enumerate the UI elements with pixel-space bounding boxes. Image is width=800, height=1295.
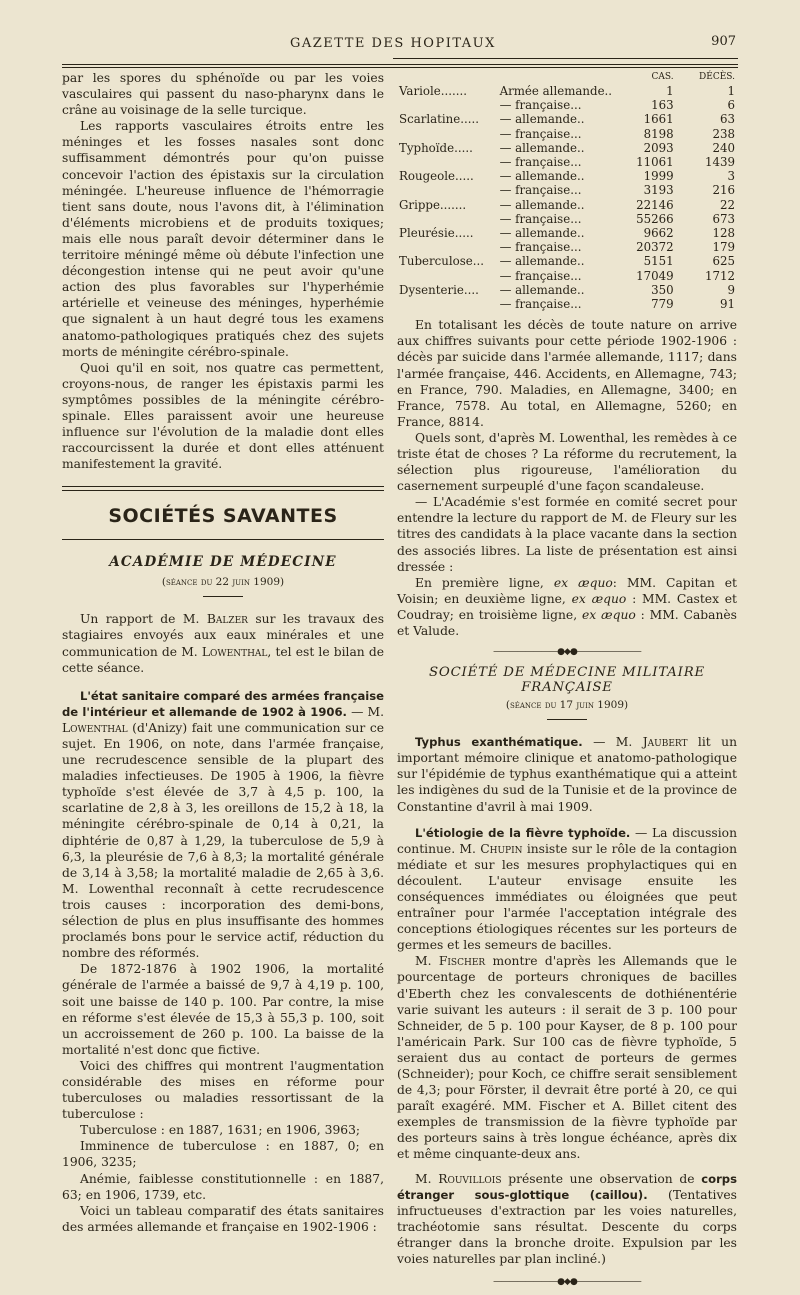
paragraph: Quels sont, d'après M. Lowenthal, les remèdes à ce triste état de choses ? La réforme du recrutement, la sélection plus rigoureuse, l'amélioration du casernement surpeuplé d'une façon scandaleuse. xyxy=(397,430,737,494)
cell-disease: Rougeole..... xyxy=(399,169,474,184)
seance-date: (séance du 22 juin 1909) xyxy=(161,576,285,589)
left-column xyxy=(62,70,384,1235)
paragraph-typhus: Typhus exanthématique. — M. Jaubert lit un important mémoire clinique et anatomo-pathologique sur l'épidémie de typhus exanthématique qui a atteint les indigènes du sud de la Tunisie et de la province de Constantine d'avril à mai 1909. xyxy=(397,735,737,814)
table-row xyxy=(397,226,737,240)
top-rule xyxy=(62,64,738,65)
cell-army: — allemande.. xyxy=(499,169,585,184)
sanitary-table xyxy=(397,70,737,311)
cell-deces: 1439 xyxy=(704,155,735,170)
cell-cas: 2093 xyxy=(643,140,674,155)
cell-disease xyxy=(397,127,498,141)
cell-cas: 3193 xyxy=(643,183,674,198)
table-row xyxy=(397,212,737,226)
cell-deces: 238 xyxy=(712,126,735,141)
cell-cas: 8198 xyxy=(643,126,674,141)
cell-disease: Dysenterie.... xyxy=(399,282,479,297)
header-rule xyxy=(393,58,738,59)
cell-disease: Tuberculose... xyxy=(399,254,485,269)
paragraph-fischer: M. Fischer montre d'après les Allemands que le pourcentage de porteurs chroniques de bacilles d'Eberth chez les convalescents de dothiénentérie varie suivant les auteurs : il serait de 3 p. 100 pour Schneider, de 5 p. 100 pour Kayser, de 8 p. 100 pour l'américain Park. Sur 100 cas de fièvre typhoïde, 5 seraient dus au contact de porteurs de germes (Schneider); pour Koch, ce chiffre serait sensiblement de 4,3; pour Förster, il devrait être porté à 20, ce qui paraît exagéré. MM. Fischer et A. Billet citent des exemples de transmission de la fièvre typhoïde par des porteurs sains à très longue échéance, après dix et même cinquante-deux ans. xyxy=(397,954,737,1162)
table-row xyxy=(397,297,737,311)
article-title: corps étranger sous-glottique (caillou). xyxy=(397,1171,737,1202)
ornament-rule: ————————●◆●———————— xyxy=(493,647,641,658)
cell-army: Armée allemande.. xyxy=(499,84,613,98)
cell-army: — française... xyxy=(499,240,582,255)
table-row xyxy=(397,127,737,141)
right-column xyxy=(397,70,737,1295)
paragraph: Imminence de tuberculose : en 1887, 0; en 1906, 3235; xyxy=(62,1139,384,1170)
cell-deces: 128 xyxy=(712,226,735,241)
cell-army: — française... xyxy=(499,98,582,113)
table-row xyxy=(397,269,737,283)
table-row xyxy=(397,183,737,197)
cell-army: — allemande.. xyxy=(499,226,585,241)
cell-disease: Scarlatine..... xyxy=(399,112,480,127)
cell-deces: 625 xyxy=(712,254,735,269)
cell-deces: 216 xyxy=(712,183,735,198)
table-row xyxy=(397,254,737,268)
table-row xyxy=(397,198,737,212)
cell-deces: 91 xyxy=(719,297,735,312)
cell-cas: 20372 xyxy=(636,240,674,255)
table-row xyxy=(397,155,737,169)
author-name: Chupin xyxy=(480,841,523,856)
cell-army: — française... xyxy=(499,211,582,226)
ornament-rule: ————————●◆●———————— xyxy=(493,1277,641,1288)
section-title: SOCIÉTÉS SAVANTES xyxy=(108,505,338,528)
paragraph: Tuberculose : en 1887, 1631; en 1906, 3963; xyxy=(80,1123,361,1138)
paragraph-etat: L'état sanitaire comparé des armées française de l'intérieur et allemande de 1902 à 1906. — M. Lowenthal (d'Anizy) fait une communication sur ce sujet. En 1906, on note, dans l'armée française, une recrudescence sensible de la plupart des maladies infectieuses. De 1905 à 1906, la fièvre typhoïde s'est élevée de 3,7 à 4,5 p. 100, la scarlatine de 2,8 à 3, les oreillons de 15,2 à 18, la méningite cérébro-spinale de 0,14 à 0,21, la diphtérie de 0,87 à 1,29, la tuberculose de 5,9 à 6,3, la pleurésie de 7,6 à 8,3; la mortalité générale de 3,14 à 3,58; la mortalité maladie de 2,65 à 3,6. M. Lowenthal reconnaît à cette recrudescence trois causes : incorporation des demi-bons, sélection de plus en plus insuffisante des hommes proclamés bons pour le service actif, réduction du nombre des réformés. xyxy=(62,688,384,961)
latin-term: ex æquo xyxy=(571,591,627,606)
cell-army: — française... xyxy=(499,183,582,198)
cell-disease xyxy=(397,98,498,112)
cell-cas: 9662 xyxy=(643,226,674,241)
author-name: Balzer xyxy=(206,612,248,627)
double-rule xyxy=(62,486,384,491)
latin-term: ex æquo xyxy=(553,575,613,590)
paragraph: Voici un tableau comparatif des états sanitaires des armées allemande et française en 1902-1906 : xyxy=(62,1203,384,1234)
cell-cas: 55266 xyxy=(636,211,674,226)
col-header-deces: DÉCÈS. xyxy=(699,72,735,82)
article-title: L'étiologie de la fièvre typhoïde. xyxy=(415,825,631,840)
paragraph-balzer: Un rapport de M. Balzer sur les travaux des stagiaires envoyés aux eaux minérales et une communication de M. Lowenthal, tel est le bilan de cette séance. xyxy=(62,612,385,675)
cell-disease xyxy=(397,240,498,254)
paragraph: — L'Académie s'est formée en comité secret pour entendre la lecture du rapport de M. de Fleury sur les titres des candidats à la place vacante dans la section des associés libres. La liste de présentation est ainsi dressée : xyxy=(397,495,737,574)
table-header-row xyxy=(397,70,737,84)
cell-deces: 1 xyxy=(727,84,735,98)
paragraph: Les rapports vasculaires étroits entre les méninges et les fosses nasales sont donc suffisamment démontrés pour qu'on puisse concevoir l'action des épistaxis sur la circulation méningée. L'heureuse influence de l'hémorragie tient sans doute, nous l'avons dit, à l'élimination d'éléments microbiens et de produits toxiques; mais elle nous paraît devoir déterminer dans le territoire méningé même où débute l'infection une décongestion intense qui ne peut avoir qu'une action des plus favorables sur l'hyperhémie artérielle et veineuse des méninges, hyperhémie que signalent à un haut degré tous les examens anatomo-pathologiques pratiqués chez des sujets morts de méningite cérébro-spinale. xyxy=(62,119,384,359)
cell-deces: 3 xyxy=(727,169,735,184)
cell-army: — allemande.. xyxy=(499,197,585,212)
cell-army: — française... xyxy=(499,126,582,141)
table-row xyxy=(397,112,737,126)
short-rule xyxy=(203,596,243,597)
section-rule xyxy=(62,539,384,540)
cell-deces: 63 xyxy=(719,112,735,127)
cell-cas: 5151 xyxy=(643,254,674,269)
cell-cas: 1999 xyxy=(643,169,674,184)
table-row xyxy=(397,141,737,155)
seance-date: (séance du 17 juin 1909) xyxy=(505,699,629,712)
paragraph: Anémie, faiblesse constitutionnelle : en 1887, 63; en 1906, 1739, etc. xyxy=(62,1171,384,1202)
cell-disease: Variole....... xyxy=(399,84,467,98)
table-row xyxy=(397,240,737,254)
cell-cas: 1661 xyxy=(643,112,674,127)
cell-deces: 240 xyxy=(712,140,735,155)
col-header-cas: CAS. xyxy=(651,72,674,82)
table-row xyxy=(397,169,737,183)
paragraph-presentation: En première ligne, ex æquo: MM. Capitan et Voisin; en deuxième ligne, ex æquo : MM. Castex et Coudray; en troisième ligne, ex æquo : MM. Cabanès et Valude. xyxy=(397,575,738,639)
cell-disease: Typhoïde..... xyxy=(399,140,473,155)
top-rule-2 xyxy=(62,67,738,68)
cell-army: — allemande.. xyxy=(499,140,585,155)
cell-cas: 779 xyxy=(651,297,674,312)
paragraph: Quoi qu'il en soit, nos quatre cas permettent, croyons-nous, de ranger les épistaxis parmi les symptômes possibles de la méningite cérébro-spinale. Elles paraissent avoir une heureuse influence sur l'évolution de la maladie dont elles raccourcissent la durée et dont elles atténuent manifestement la gravité. xyxy=(62,360,384,472)
cell-disease: Pleurésie..... xyxy=(399,226,474,241)
author-name: Lowenthal xyxy=(62,720,128,735)
society-heading: SOCIÉTÉ DE MÉDECINE MILITAIRE FRANÇAISE xyxy=(428,665,706,696)
cell-army: — française... xyxy=(499,297,582,312)
cell-cas: 17049 xyxy=(636,268,674,283)
cell-army: — allemande.. xyxy=(499,254,585,269)
cell-army: — allemande.. xyxy=(499,282,585,297)
article-title: L'état sanitaire comparé des armées française de l'intérieur et allemande de 1902 à 1906. xyxy=(62,688,384,719)
cell-deces: 673 xyxy=(712,211,735,226)
paragraph: par les spores du sphénoïde ou par les voies vasculaires qui passent du naso-pharynx dans le crâne au voisinage de la selle turcique. xyxy=(62,71,384,118)
article-title: Typhus exanthématique. xyxy=(415,735,583,750)
cell-cas: 350 xyxy=(651,282,674,297)
academy-heading: ACADÉMIE DE MÉDECINE xyxy=(109,554,337,571)
cell-deces: 179 xyxy=(712,240,735,255)
cell-army: — française... xyxy=(499,268,582,283)
cell-cas: 22146 xyxy=(636,197,674,212)
cell-deces: 6 xyxy=(727,98,735,113)
cell-army: — allemande.. xyxy=(499,112,585,127)
cell-cas: 1 xyxy=(666,84,674,98)
author-name: Fischer xyxy=(438,954,486,969)
cell-disease xyxy=(397,269,498,283)
cell-disease: Grippe....... xyxy=(399,197,467,212)
table-row xyxy=(397,98,737,112)
cell-army: — française... xyxy=(499,155,582,170)
latin-term: ex æquo xyxy=(581,607,636,622)
paragraph: De 1872-1876 à 1902 1906, la mortalité générale de l'armée a baissé de 9,7 à 4,19 p. 100, soit une baisse de 140 p. 100. Par contre, la mise en réforme s'est élevée de 15,3 à 55,3 p. 100, soit un accroissement de 260 p. 100. La baisse de la mortalité n'est donc que fictive. xyxy=(62,962,384,1057)
paragraph-rouvillois: M. Rouvillois présente une observation de corps étranger sous-glottique (caillou). (Tentatives infructueuses d'extraction par les voies naturelles, trachéotomie sans résultat. Descente du corps étranger dans la bronche droite. Expulsion par les voies naturelles par plan incliné.) xyxy=(397,1171,737,1267)
page-number: 907 xyxy=(711,34,736,49)
cell-deces: 1712 xyxy=(704,268,735,283)
cell-cas: 11061 xyxy=(636,155,674,170)
cell-disease xyxy=(397,212,498,226)
author-name: Rouvillois xyxy=(438,1171,502,1186)
running-title: GAZETTE DES HOPITAUX xyxy=(290,36,496,51)
table-body xyxy=(397,84,737,311)
cell-disease xyxy=(397,183,498,197)
cell-disease xyxy=(397,297,498,311)
cell-deces: 22 xyxy=(719,197,735,212)
author-name: Jaubert xyxy=(642,735,688,750)
cell-disease xyxy=(397,155,498,169)
paragraph-etiologie: L'étiologie de la fièvre typhoïde. — La discussion continue. M. Chupin insiste sur le rôle de la contagion médiate et sur les mesures prophylactiques qui en découlent. L'auteur envisage ensuite les conséquences immédiates ou éloignées que peut entraîner pour l'armée l'acceptation intégrale des conceptions étiologiques récentes sur les porteurs de germes et les semeurs de bacilles. xyxy=(397,825,738,953)
running-header xyxy=(0,36,800,56)
table-row xyxy=(397,84,737,98)
paragraph: Voici des chiffres qui montrent l'augmentation considérable des mises en réforme pour tuberculoses ou maladies ressortissant de la tuberculose : xyxy=(62,1058,384,1122)
cell-cas: 163 xyxy=(651,98,674,113)
short-rule xyxy=(547,719,587,720)
author-name: Lowenthal xyxy=(201,644,268,659)
table-row xyxy=(397,283,737,297)
paragraph: En totalisant les décès de toute nature on arrive aux chiffres suivants pour cette période 1902-1906 : décès par suicide dans l'armée allemande, 1117; dans l'armée française, 446. Accidents, en Allemagne, 743; en France, 790. Maladies, en Allemagne, 3400; en France, 7578. Au total, en Allemagne, 5260; en France, 8814. xyxy=(397,318,737,429)
cell-deces: 9 xyxy=(727,282,735,297)
